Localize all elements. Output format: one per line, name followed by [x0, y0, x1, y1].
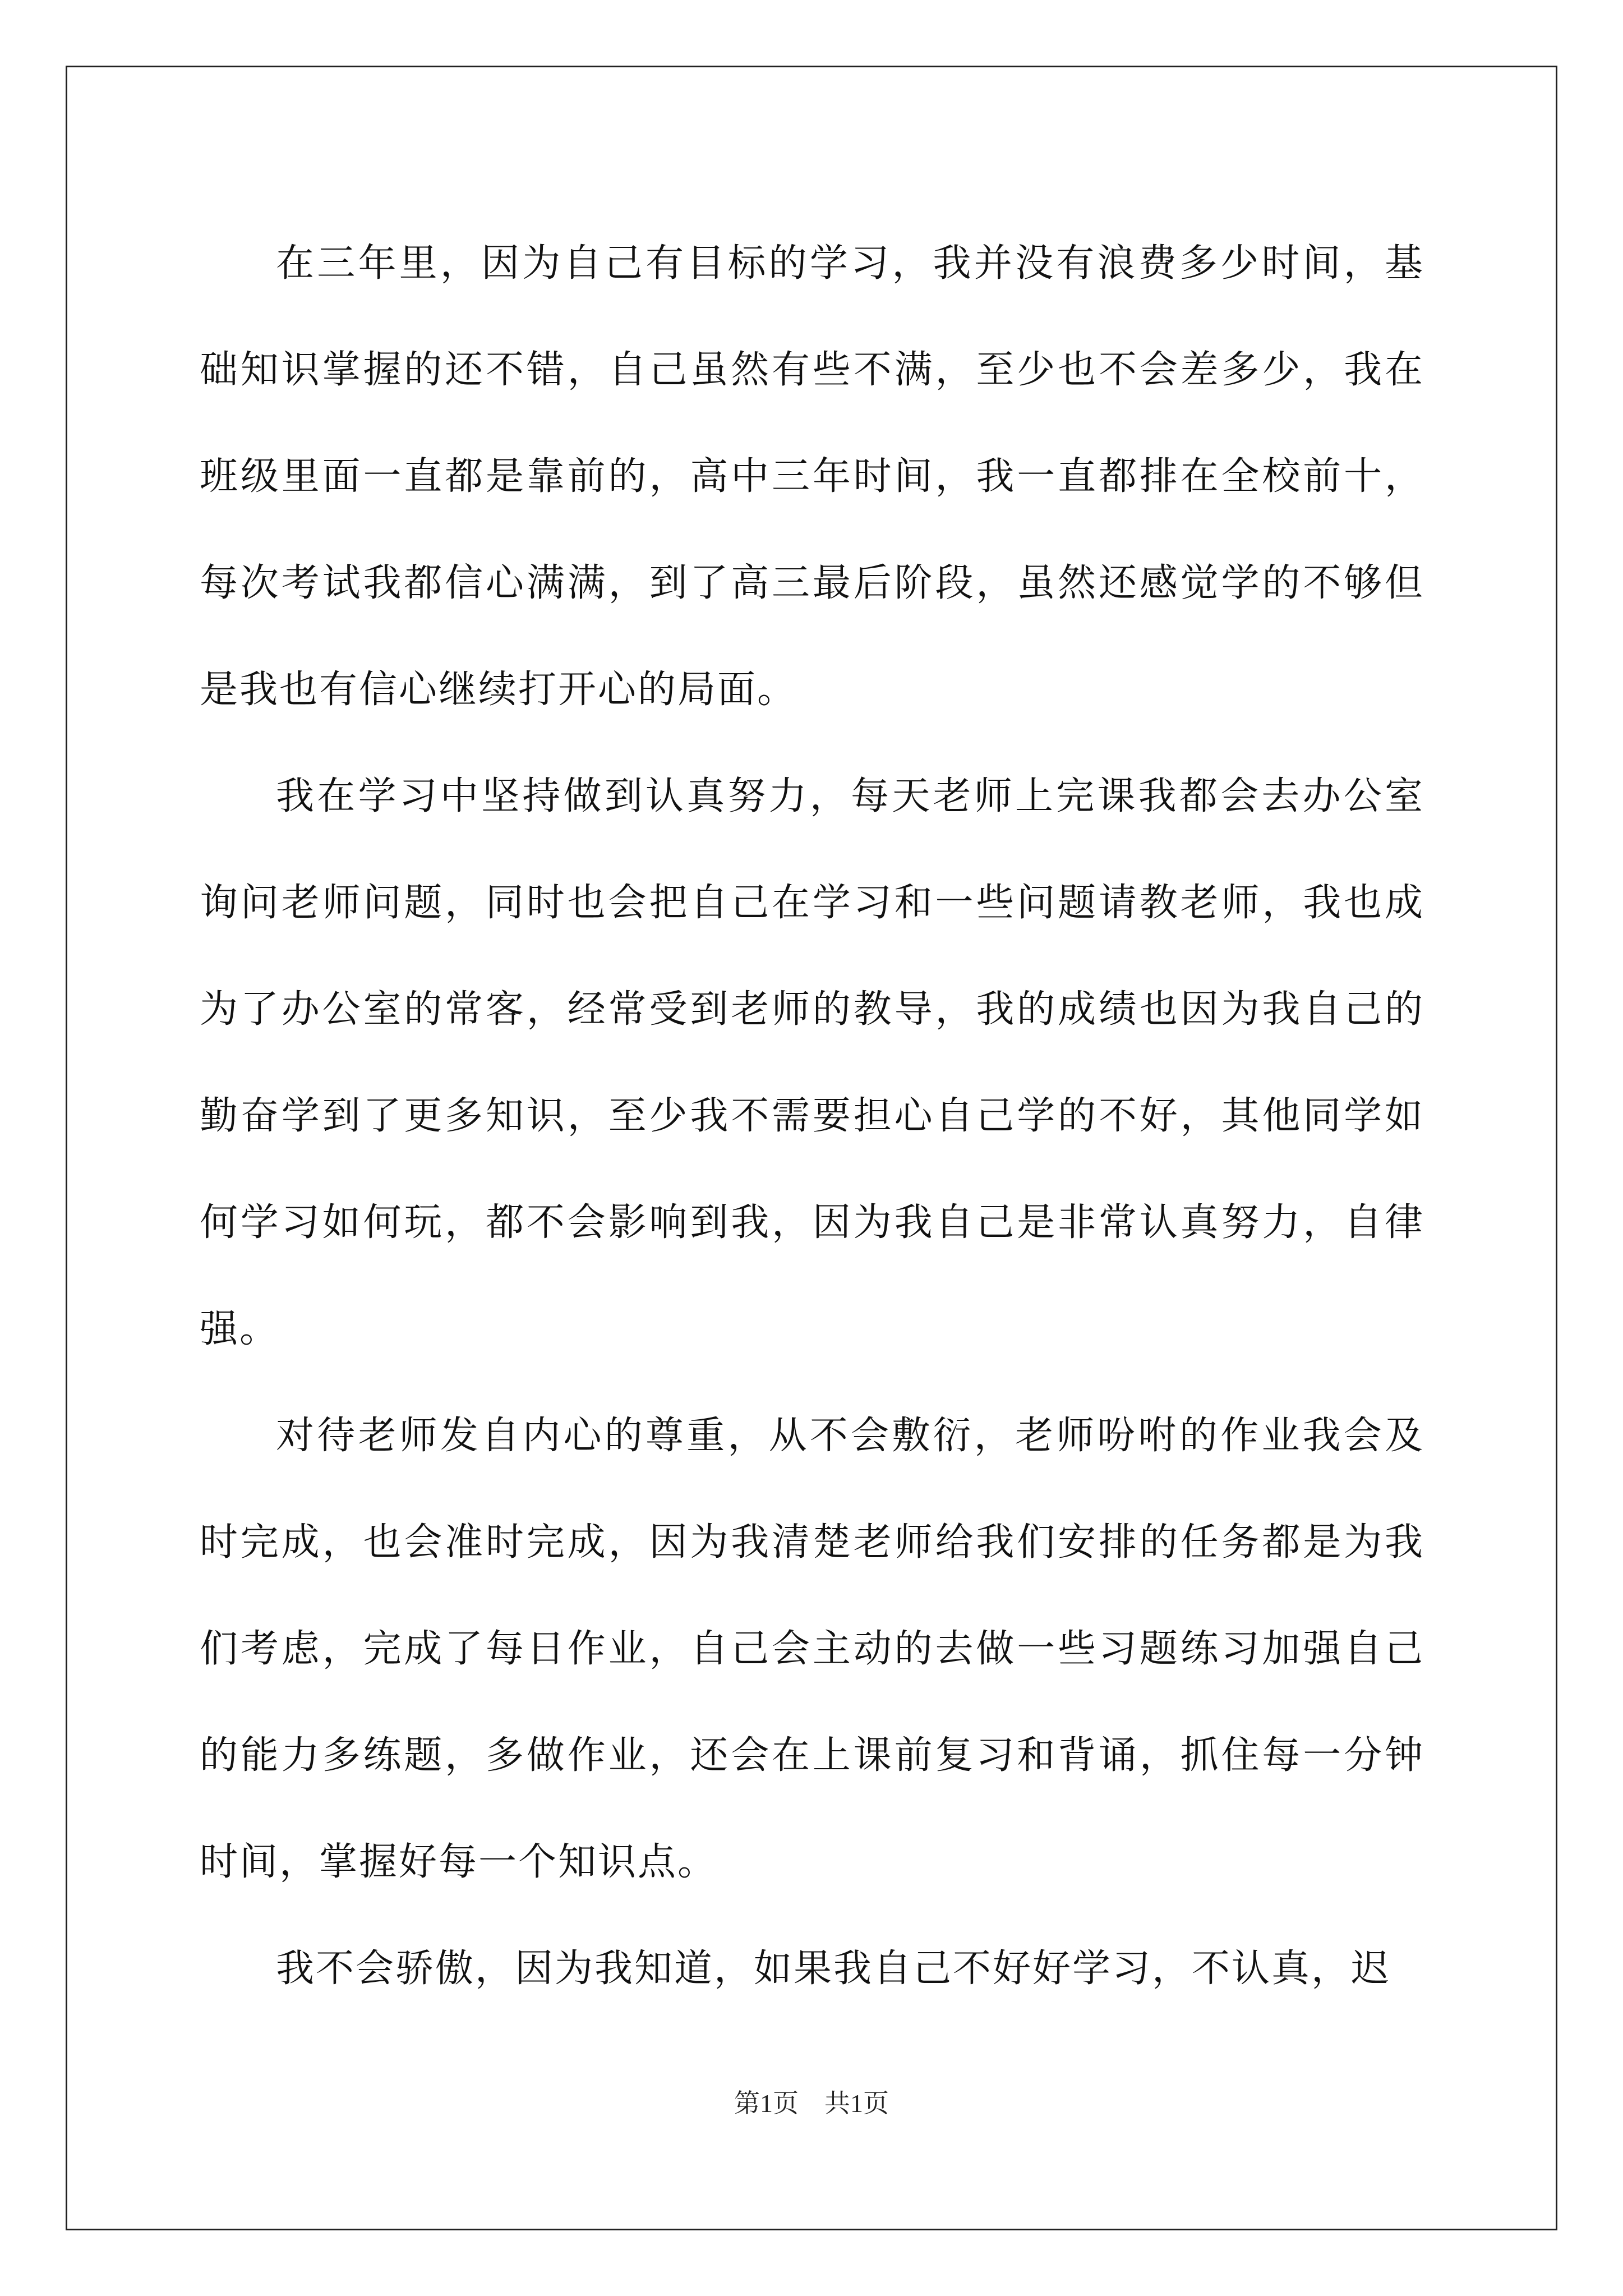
paragraph-2: 我在学习中坚持做到认真努力，每天老师上完课我都会去办公室询问老师问题，同时也会把自己在学习和一些问题请教老师，我也成为了办公室的常客，经常受到老师的教导，我的成绩也因为我自己的勤奋学到了更多知识，至少我不需要担心自己学的不好，其他同学如何学习如何玩，都不会影响到我，因为我自己是非常认真努力，自律强。	[200, 774, 1424, 1351]
document-body	[200, 210, 1424, 2022]
paragraph-4: 我不会骄傲，因为我知道，如果我自己不好好学习，不认真，迟	[276, 1947, 1391, 1991]
page-number-current: 第1页	[734, 2089, 799, 2118]
paragraph-1: 在三年里，因为自己有目标的学习，我并没有浪费多少时间，基础知识掌握的还不错，自己虽然有些不满，至少也不会差多少，我在班级里面一直都是靠前的，高中三年时间，我一直都排在全校前十，每次考试我都信心满满，到了高三最后阶段，虽然还感觉学的不够但是我也有信心继续打开心的局面。	[200, 241, 1424, 712]
page-footer	[0, 2087, 1623, 2120]
paragraph-3: 对待老师发自内心的尊重，从不会敷衍，老师吩咐的作业我会及时完成，也会准时完成，因为我清楚老师给我们安排的任务都是为我们考虑，完成了每日作业，自己会主动的去做一些习题练习加强自己的能力多练题，多做作业，还会在上课前复习和背诵，抓住每一分钟时间，掌握好每一个知识点。	[200, 1414, 1424, 1884]
page-number-total: 共1页	[824, 2089, 889, 2118]
